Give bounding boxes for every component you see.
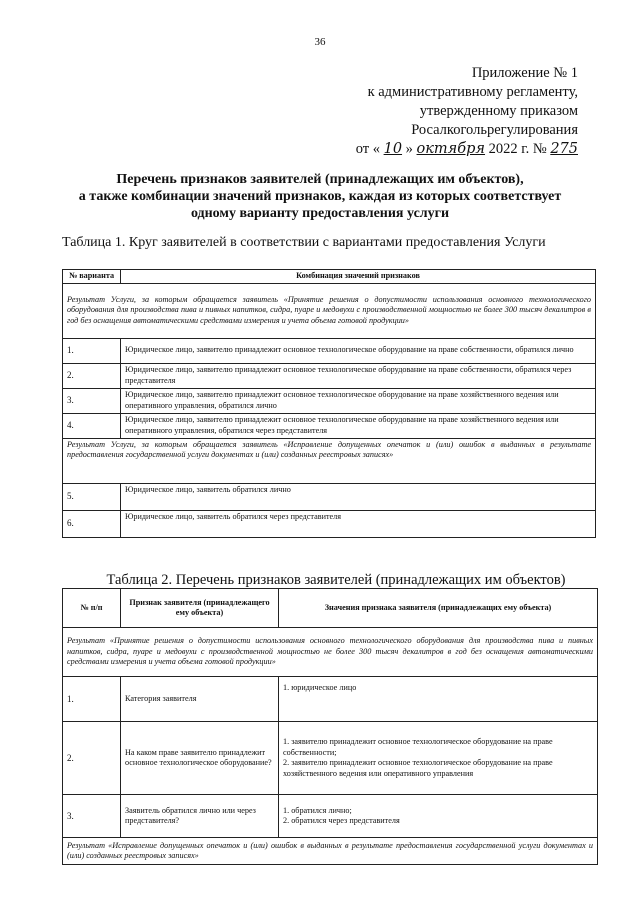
title-line: а также комбинации значений признаков, каждая из которых соответствует (78, 189, 562, 204)
appendix-line: к административному регламенту, (367, 84, 578, 100)
sign-value: 1. обратился лично; (283, 805, 352, 815)
table-applicant-signs (62, 588, 598, 865)
table-row (63, 413, 596, 438)
sign-value: 1. юридическое лицо (283, 683, 357, 692)
sign-value: 2. обратился через представителя (283, 816, 400, 825)
document-title (50, 171, 590, 222)
title-line: Перечень признаков заявителей (принадлежащих им объектов), (116, 172, 524, 187)
variant-combination: Юридическое лицо, заявителю принадлежит основное технологическое оборудование на праве хозяйственного ведения или оперативного управления, обратился лично (121, 388, 596, 413)
table-row (63, 338, 596, 363)
date-prefix: от « (355, 141, 380, 157)
sign-name: Заявитель обратился лично или через представителя? (121, 795, 279, 838)
number-prefix: № (532, 141, 547, 157)
date-mid: » (405, 141, 413, 157)
item-number: 3. (63, 795, 121, 838)
item-number: 2. (63, 722, 121, 795)
result-text: Результат Услуги, за которым обращается заявитель «Исправление допущенных опечаток и (или) ошибок в выданных в результате предоставления государственной услуги документах и (или) созданных реестровых записях» (63, 438, 596, 483)
table-applicant-variants (62, 269, 596, 538)
table-row (63, 363, 596, 388)
variant-number: 4. (63, 413, 121, 438)
result-row (63, 628, 598, 677)
header-sign: Признак заявителя (принадлежащего ему объекта) (121, 589, 279, 628)
sign-values (279, 722, 598, 795)
sign-values (279, 677, 598, 722)
table-row (63, 795, 598, 838)
header-variant-number: № варианта (63, 270, 121, 284)
header-item-number: № п/п (63, 589, 121, 628)
table2-caption: Таблица 2. Перечень признаков заявителей (принадлежащих им объектов) (106, 572, 566, 588)
sign-name: Категория заявителя (121, 677, 279, 722)
date-year: 2022 г. (488, 141, 530, 157)
table1-caption: Таблица 1. Круг заявителей в соответствии с вариантами предоставления Услуги (62, 235, 546, 250)
sign-name: На каком праве заявителю принадлежит основное технологическое оборудование? (121, 722, 279, 795)
date-day: 10 (383, 141, 403, 157)
variant-combination: Юридическое лицо, заявителю принадлежит основное технологическое оборудование на праве хозяйственного ведения или оперативного управления, обратился через представителя (121, 413, 596, 438)
variant-combination: Юридическое лицо, заявитель обратился лично (121, 483, 596, 510)
variant-number: 3. (63, 388, 121, 413)
result-text: Результат «Принятие решения о допустимости использования основного технологического оборудования для производства пива и пивных напитков, сидра, пуаре и медовухи с производственной мощностью не более 300 тысяч декалитров в год без оснащения автоматическими средствами измерения и учета объема готовой продукции» (63, 628, 598, 677)
date-month: октября (416, 141, 486, 157)
variant-combination: Юридическое лицо, заявителю принадлежит основное технологическое оборудование на праве собственности, обратился через представителя (121, 363, 596, 388)
title-line: одному варианту предоставления услуги (190, 206, 450, 221)
header-values: Значения признака заявителя (принадлежащих ему объекта) (279, 589, 598, 628)
result-text: Результат Услуги, за которым обращается заявитель «Принятие решения о допустимости использования основного технологического оборудования для производства пива и пивных напитков, сидра, пуаре и медовухи с производственной мощностью не более 300 тысяч декалитров в год без оснащения автоматическими средствами измерения и учета объема готовой продукции» (63, 283, 596, 338)
appendix-line: Росалкогольрегулирования (411, 122, 578, 138)
table-header-row (63, 270, 596, 284)
appendix-date-line (338, 140, 578, 159)
appendix-line: Приложение № 1 (471, 65, 578, 81)
order-number: 275 (550, 141, 578, 157)
result-text: Результат «Исправление допущенных опечаток и (или) ошибок в выданных в результате предоставления государственной услуги документах и (или) созданных реестровых записях» (63, 838, 598, 865)
variant-number: 1. (63, 338, 121, 363)
variant-number: 5. (63, 483, 121, 510)
result-row (63, 283, 596, 338)
appendix-header (338, 64, 578, 159)
result-row (63, 838, 598, 865)
table-row (63, 722, 598, 795)
table-row (63, 677, 598, 722)
variant-combination: Юридическое лицо, заявитель обратился через представителя (121, 510, 596, 537)
header-combination: Комбинация значений признаков (121, 270, 596, 284)
sign-value: 1. заявителю принадлежит основное технологическое оборудование на праве собственности; (283, 737, 553, 757)
sign-value: 2. заявителю принадлежит основное технологическое оборудование на праве хозяйственного ведения или оперативного управления (283, 758, 553, 778)
table-row (63, 388, 596, 413)
sign-values (279, 795, 598, 838)
page-number: 36 (314, 36, 326, 48)
table-row (63, 483, 596, 510)
table-row (63, 510, 596, 537)
appendix-line: утвержденному приказом (419, 103, 578, 119)
variant-combination: Юридическое лицо, заявителю принадлежит основное технологическое оборудование на праве собственности, обратился лично (121, 338, 596, 363)
item-number: 1. (63, 677, 121, 722)
result-row (63, 438, 596, 483)
variant-number: 6. (63, 510, 121, 537)
table-header-row (63, 589, 598, 628)
variant-number: 2. (63, 363, 121, 388)
